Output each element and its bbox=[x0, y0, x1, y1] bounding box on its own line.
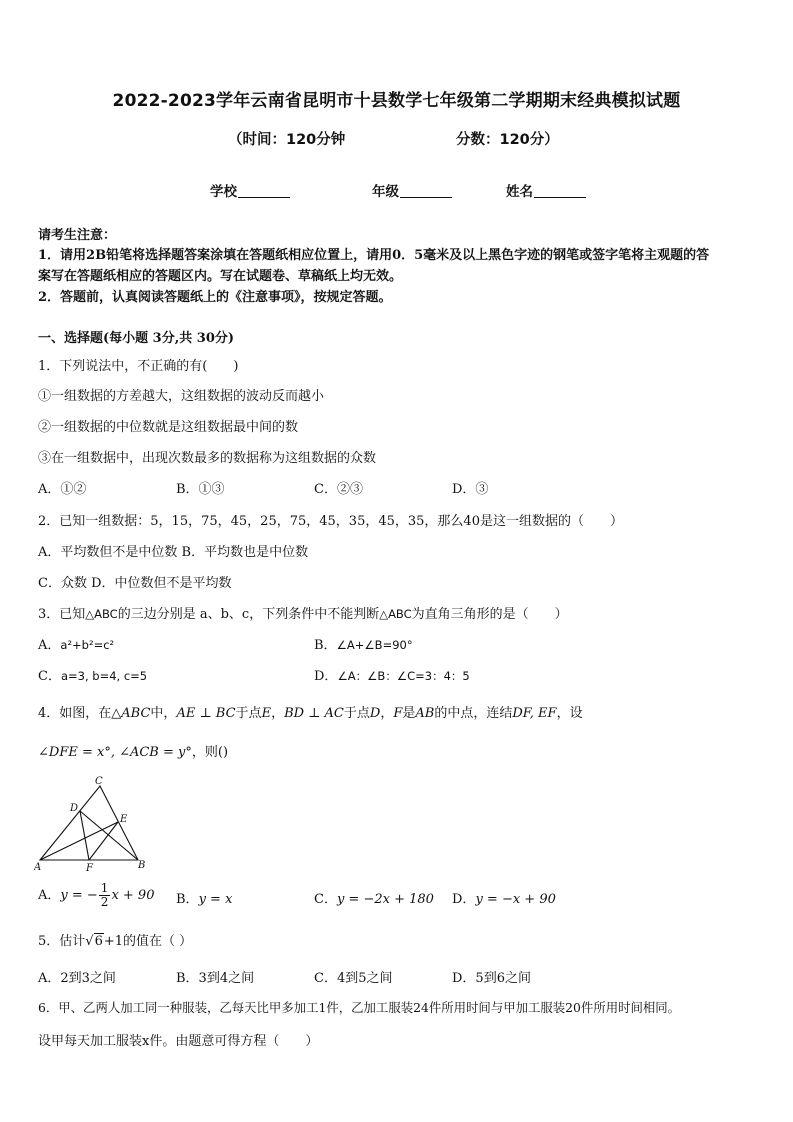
q4-text: ，则() bbox=[191, 745, 229, 760]
label-a: A bbox=[34, 862, 42, 872]
q4-option-d-prefix: D． bbox=[452, 892, 476, 907]
q1-option-d[interactable]: D．③ bbox=[452, 482, 489, 497]
q2-options-ab[interactable]: A．平均数但不是中位数 B．平均数也是中位数 bbox=[38, 545, 309, 560]
school-label: 学校 bbox=[210, 184, 237, 200]
name-blank[interactable] bbox=[534, 183, 586, 198]
q4-text: 于点 bbox=[235, 706, 262, 721]
q4-math: AE ⊥ BC bbox=[176, 706, 236, 721]
q3-stem bbox=[38, 603, 568, 622]
q4-text: 是 bbox=[402, 706, 416, 721]
q5-option-b[interactable]: B．3到4之间 bbox=[176, 971, 255, 986]
q6-stem-line-1: 6．甲、乙两人加工同一种服装，乙每天比甲多加工1件，乙加工服装24件所用时间与甲加工服装20件所用时间相同。 bbox=[38, 1000, 681, 1015]
q2-options-cd[interactable]: C．众数 D．中位数但不是平均数 bbox=[38, 576, 232, 591]
q5-text: 5．估计 bbox=[38, 934, 86, 949]
q1-option-c[interactable]: C．②③ bbox=[314, 482, 363, 497]
grade-label: 年级 bbox=[372, 184, 399, 200]
q5-option-d[interactable]: D．5到6之间 bbox=[452, 971, 531, 986]
label-c: C bbox=[95, 776, 103, 787]
exam-title: 2022-2023学年云南省昆明市十县数学七年级第二学期期末经典模拟试题 bbox=[112, 91, 681, 111]
exam-time: （时间：120分钟 bbox=[228, 132, 346, 148]
q5-option-a[interactable]: A．2到3之间 bbox=[38, 971, 116, 986]
grade-field[interactable] bbox=[372, 180, 452, 200]
q4-text: ， bbox=[380, 706, 394, 721]
q4-option-a-fraction bbox=[99, 882, 111, 909]
q1-stem: 1．下列说法中，不正确的有( ) bbox=[38, 359, 239, 374]
q4-option-b[interactable] bbox=[176, 888, 232, 907]
q4-text: 于点 bbox=[343, 706, 370, 721]
school-field[interactable] bbox=[210, 180, 290, 200]
q5-option-c[interactable]: C．4到5之间 bbox=[314, 971, 393, 986]
q3-option-b-prefix: B． bbox=[314, 638, 337, 653]
q3-stem-part: 为直角三角形的是（ ） bbox=[411, 607, 568, 622]
sqrt-radicand: 6 bbox=[94, 934, 103, 949]
q4-math: D bbox=[369, 706, 381, 721]
q3-option-d[interactable] bbox=[314, 665, 470, 684]
q4-option-d-text: y = −x + 90 bbox=[475, 892, 556, 907]
school-blank[interactable] bbox=[238, 183, 290, 198]
q3-option-b-text: ∠A+∠B=90° bbox=[336, 638, 413, 652]
notice-item-2: 2．答题前，认真阅读答题纸上的《注意事项》，按规定答题。 bbox=[38, 290, 392, 305]
q4-text: 中， bbox=[150, 706, 177, 721]
q1-option-a[interactable]: A．①② bbox=[38, 482, 87, 497]
segment-ae bbox=[40, 822, 118, 860]
q3-option-a[interactable] bbox=[38, 634, 114, 653]
q4-math: F bbox=[393, 706, 403, 721]
q4-option-a[interactable] bbox=[38, 882, 154, 909]
q4-math: ∠DFE = x°, ∠ACB = y° bbox=[38, 745, 192, 760]
q3-option-a-text: a²+b²=c² bbox=[60, 638, 115, 652]
q4-option-c-text: y = −2x + 180 bbox=[336, 892, 434, 907]
q3-stem-part: 的三边分别是 a、b、c，下列条件中不能判断 bbox=[117, 607, 380, 622]
notice-heading: 请考生注意： bbox=[38, 228, 117, 243]
q3-option-d-text: ∠A：∠B：∠C=3：4：5 bbox=[337, 669, 470, 683]
q3-option-c[interactable] bbox=[38, 665, 147, 684]
q1-statement-3: ③在一组数据中，出现次数最多的数据称为这组数据的众数 bbox=[38, 451, 377, 466]
q5-text: +1的值在（ ） bbox=[103, 934, 193, 949]
label-e: E bbox=[120, 814, 128, 825]
q1-statement-2: ②一组数据的中位数就是这组数据最中间的数 bbox=[38, 420, 299, 435]
q4-option-b-text: y = x bbox=[198, 892, 233, 907]
q6-stem-line-2: 设甲每天加工服装x件。由题意可得方程（ ） bbox=[38, 1034, 319, 1049]
q3-triangle: △ABC bbox=[85, 607, 118, 621]
q4-math: E bbox=[261, 706, 272, 721]
exam-score: 分数：120分） bbox=[456, 132, 559, 148]
q3-option-b[interactable] bbox=[314, 634, 413, 653]
notice-item-1-line-1: 1．请用2B铅笔将选择题答案涂填在答题纸相应位置上，请用0．5毫米及以上黑色字迹的钢笔或签字笔将主观题的答 bbox=[38, 248, 710, 263]
q4-text: 的中点，连结 bbox=[434, 706, 513, 721]
q4-text: 4．如图，在 bbox=[38, 706, 112, 721]
fraction-numerator: 1 bbox=[100, 881, 109, 895]
q2-stem: 2．已知一组数据：5，15，75，45，25，75，45，35，45，35，那么40是这一组数据的（ ） bbox=[38, 514, 623, 529]
q4-text: ， bbox=[271, 706, 285, 721]
label-d: D bbox=[70, 803, 79, 814]
q5-stem bbox=[38, 930, 192, 949]
q1-option-b[interactable]: B．①③ bbox=[176, 482, 225, 497]
q1-statement-1: ①一组数据的方差越大，这组数据的波动反而越小 bbox=[38, 389, 325, 404]
q3-option-c-text: a=3, b=4, c=5 bbox=[60, 669, 148, 683]
q4-text: ，设 bbox=[556, 706, 583, 721]
notice-item-1-line-2: 案写在答题纸相应的答题区内。写在试题卷、草稿纸上均无效。 bbox=[38, 269, 403, 284]
q4-option-a-prefix: A． bbox=[38, 888, 61, 903]
q4-math: DF, EF bbox=[512, 706, 557, 721]
label-f: F bbox=[86, 863, 93, 872]
grade-blank[interactable] bbox=[400, 183, 452, 198]
q4-option-a-lhs: y = − bbox=[60, 888, 98, 903]
segment-fe bbox=[89, 822, 118, 860]
q4-option-b-prefix: B． bbox=[176, 892, 199, 907]
q4-triangle-figure bbox=[34, 774, 150, 872]
name-field[interactable] bbox=[506, 180, 586, 200]
q3-triangle: △ABC bbox=[379, 607, 412, 621]
sqrt-sign: √ bbox=[85, 934, 94, 949]
q3-stem-part: 3．已知 bbox=[38, 607, 86, 622]
segment-bd bbox=[80, 811, 138, 860]
label-b: B bbox=[138, 860, 146, 871]
q4-stem-line-2 bbox=[38, 741, 228, 760]
q4-option-d[interactable] bbox=[452, 888, 556, 907]
q4-option-a-rhs: x + 90 bbox=[111, 888, 155, 903]
q3-option-d-prefix: D． bbox=[314, 669, 338, 684]
q4-math: AB bbox=[415, 706, 435, 721]
segment-fd bbox=[80, 811, 89, 860]
q4-math: BD ⊥ AC bbox=[284, 706, 344, 721]
q3-option-a-prefix: A． bbox=[38, 638, 61, 653]
q4-option-c[interactable] bbox=[314, 888, 434, 907]
q4-stem-line-1 bbox=[38, 702, 583, 721]
fraction-denominator: 2 bbox=[100, 895, 109, 909]
q4-option-c-prefix: C． bbox=[314, 892, 337, 907]
section-heading: 一、选择题(每小题 3分,共 30分) bbox=[38, 331, 235, 346]
q4-math: △ABC bbox=[111, 706, 151, 721]
q3-option-c-prefix: C． bbox=[38, 669, 61, 684]
name-label: 姓名 bbox=[506, 184, 533, 200]
